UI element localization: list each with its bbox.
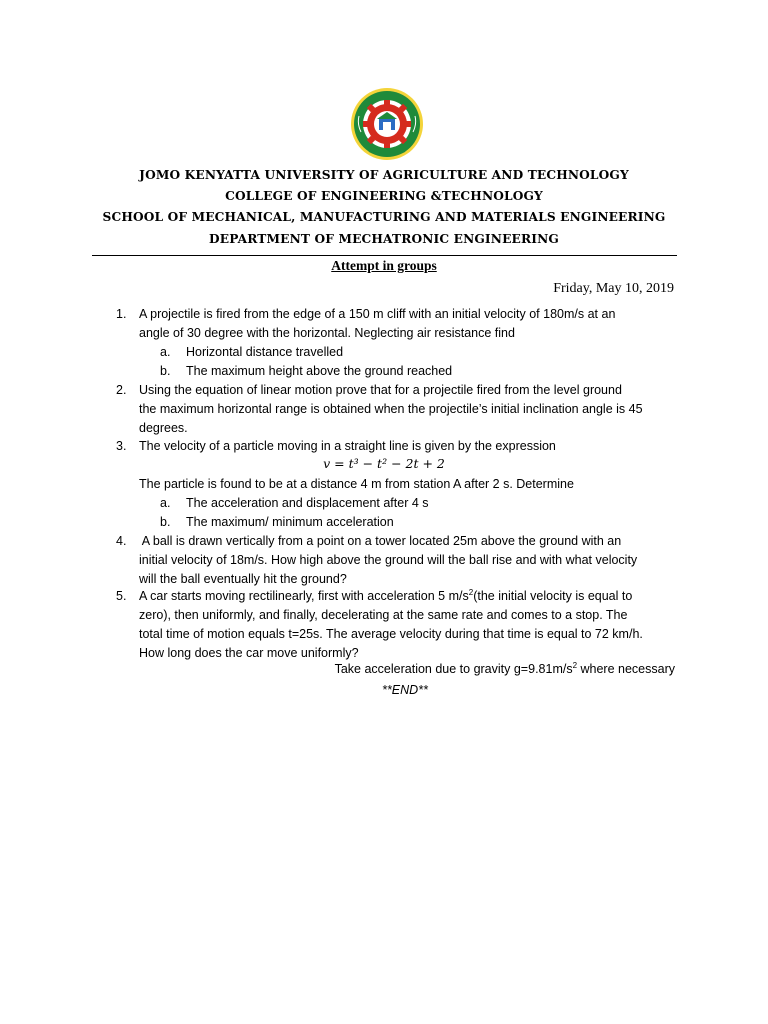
question-3: [0, 437, 768, 457]
question-line: A ball is drawn vertically from a point on a tower located 25m above the ground with an: [139, 534, 622, 548]
question-1: [0, 305, 768, 385]
gravity-note: [335, 662, 675, 676]
question-line: initial velocity of 18m/s. How high above the ground will the ball rise and with what velocity: [139, 553, 638, 567]
sub-label: a.: [160, 496, 171, 510]
end-marker: **END**: [382, 683, 428, 697]
question-5: [0, 587, 768, 667]
sub-label: b.: [160, 515, 171, 529]
question-line: [139, 587, 679, 606]
university-seal-icon: [349, 86, 425, 162]
question-3-continued: [0, 475, 768, 535]
question-2: [0, 381, 768, 441]
question-line: angle of 30 degree with the horizontal. Neglecting air resistance find: [139, 326, 515, 340]
gravity-text: Take acceleration due to gravity g=9.81m/s: [334, 662, 573, 676]
question-number: 4.: [116, 534, 127, 548]
question-line: A projectile is fired from the edge of a 150 m cliff with an initial velocity of 180m/s at an: [139, 307, 616, 321]
question-text: A car starts moving rectilinearly, first with acceleration 5 m/s: [139, 589, 469, 603]
sub-question: The maximum/ minimum acceleration: [186, 515, 394, 529]
exponent: 2: [468, 587, 474, 597]
question-line: Using the equation of linear motion prove that for a projectile fired from the level ground: [139, 383, 622, 397]
sub-question: Horizontal distance travelled: [186, 345, 344, 359]
question-line: will the ball eventually hit the ground?: [139, 572, 347, 586]
exponent: 2: [572, 660, 578, 670]
question-text: (the initial velocity is equal to: [473, 589, 633, 603]
instruction-heading: Attempt in groups: [331, 258, 437, 273]
question-number: 2.: [116, 383, 127, 397]
question-number: 5.: [116, 589, 127, 603]
question-4: [0, 532, 768, 592]
question-line: The particle is found to be at a distance 4 m from station A after 2 s. Determine: [139, 477, 574, 491]
exam-date: Friday, May 10, 2019: [553, 281, 674, 296]
sub-label: a.: [160, 345, 171, 359]
question-number: 3.: [116, 439, 127, 453]
gravity-text: where necessary: [577, 662, 675, 676]
question-number: 1.: [116, 307, 127, 321]
university-name: JOMO KENYATTA UNIVERSITY OF AGRICULTURE AND TECHNOLOGY: [139, 168, 629, 182]
question-line: total time of motion equals t=25s. The average velocity during that time is equal to 72 km/h.: [139, 627, 643, 641]
question-line: The velocity of a particle moving in a straight line is given by the expression: [139, 439, 556, 453]
school-name: SCHOOL OF MECHANICAL, MANUFACTURING AND MATERIALS ENGINEERING: [102, 210, 666, 224]
question-line: How long does the car move uniformly?: [139, 646, 359, 660]
question-line: zero), then uniformly, and finally, decelerating at the same rate and comes to a stop. The: [139, 608, 628, 622]
sub-question: The maximum height above the ground reached: [186, 364, 453, 378]
question-line: degrees.: [139, 421, 188, 435]
header-divider: [92, 255, 677, 256]
sub-question: The acceleration and displacement after 4 s: [186, 496, 429, 510]
question-line: the maximum horizontal range is obtained when the projectile’s initial inclination angle is 45: [139, 402, 643, 416]
department-name: DEPARTMENT OF MECHATRONIC ENGINEERING: [209, 232, 559, 246]
velocity-equation: v = t³ − t² − 2t + 2: [323, 456, 445, 471]
college-name: COLLEGE OF ENGINEERING &TECHNOLOGY: [225, 189, 543, 203]
sub-label: b.: [160, 364, 171, 378]
